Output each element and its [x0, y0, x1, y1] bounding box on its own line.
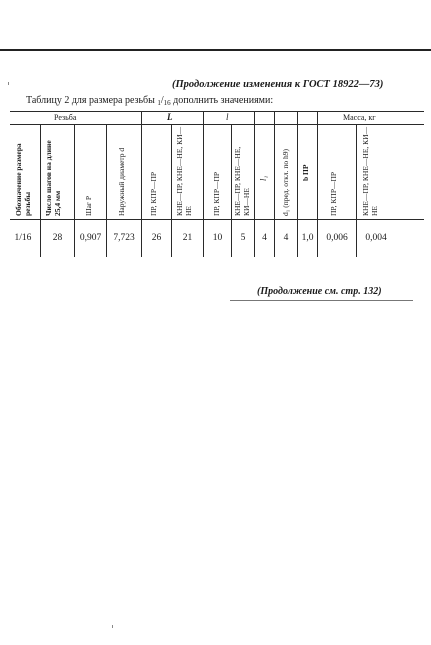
cell-l-go: 10	[212, 233, 223, 243]
group-header-mass: Масса, кг	[343, 113, 376, 122]
col-header-L-nogo: КНЕ—ПР, КНЕ—НЕ, КИ—НЕ	[175, 126, 193, 216]
cell-l-nogo: 5	[240, 233, 246, 243]
cell-mass-nogo: 0,004	[365, 233, 387, 243]
col-header-L-go: ПР, КПР—ПР	[149, 171, 158, 216]
col-header-outer-diameter: Наружный диаметр d	[117, 147, 126, 216]
footer-rule	[230, 300, 413, 301]
col-header-l1: l₁	[258, 175, 268, 181]
cell-L-go: 26	[151, 233, 162, 243]
intro-text-before: Таблицу 2 для размера резьбы	[26, 95, 158, 106]
cell-pitch: 0,907	[79, 233, 102, 243]
cell-outer-diameter: 7,723	[113, 233, 135, 243]
col-header-threads-per-inch: Число шагов на длине 25,4 мм	[44, 140, 62, 216]
cell-b: 1,0	[301, 233, 314, 243]
cell-L-nogo: 21	[182, 233, 193, 243]
cell-d1: 4	[283, 233, 289, 243]
header-bottom-rule	[10, 219, 424, 220]
top-rule	[0, 49, 431, 51]
intro-fraction-num: 1	[157, 99, 161, 107]
col-header-b: b ПР	[301, 164, 310, 181]
footer-note: (Продолжение см. стр. 132)	[257, 286, 382, 297]
group-header-L: L	[167, 112, 173, 122]
scan-speck	[112, 625, 113, 628]
cell-l1: 4	[262, 233, 267, 243]
col-header-thread-size: Обозначение размера резьбы	[14, 143, 32, 216]
col-header-d1: d₁ (пред. откл. по h9)	[281, 149, 290, 216]
data-table	[10, 111, 425, 257]
col-header-l-go: ПР, КПР—ПР	[212, 171, 221, 216]
col-header-l-nogo: КНЕ—ПР, КНЕ—НЕ, КИ—НЕ	[233, 146, 251, 216]
continuation-header: (Продолжение изменения к ГОСТ 18922—73)	[172, 79, 384, 90]
group-header-l: l	[226, 112, 229, 122]
col-header-mass-go: ПР, КПР—ПР	[329, 171, 338, 216]
intro-text-after: дополнить значениями:	[170, 95, 274, 106]
intro-fraction-den: 16	[163, 99, 171, 107]
cell-mass-go: 0,006	[326, 233, 348, 243]
table-top-border	[10, 111, 424, 112]
col-header-mass-nogo: КНЕ—ПР, КНЕ—НЕ, КИ—НЕ	[361, 126, 379, 216]
cell-threads-per-inch: 28	[52, 233, 63, 243]
group-header-thread: Резьба	[54, 113, 77, 122]
group-header-rule	[10, 124, 424, 125]
scan-speck	[8, 82, 9, 85]
cell-thread-size: 1/16	[14, 233, 32, 243]
intro-text: Таблицу 2 для размера резьбы $^1/_{16}$ дополнить значениями:	[26, 95, 274, 107]
col-header-pitch: Шаг P	[84, 195, 93, 216]
